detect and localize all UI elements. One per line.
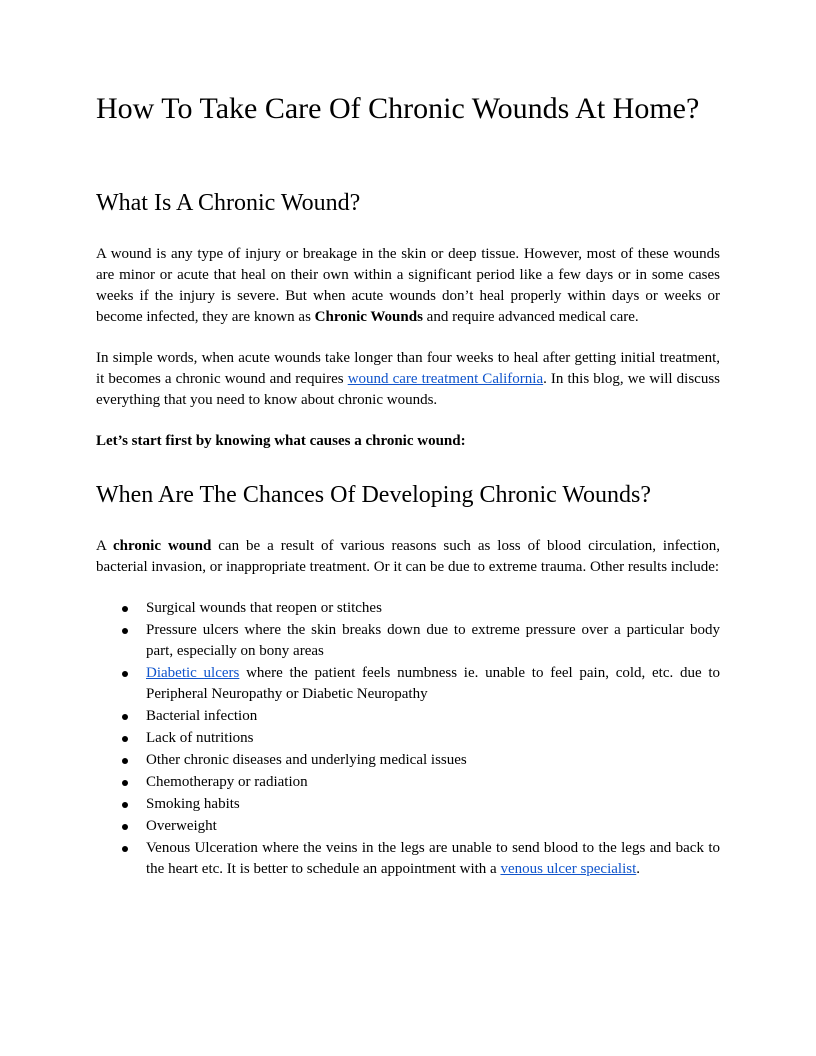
paragraph-wound-definition bbox=[96, 244, 720, 328]
text-run: where the patient feels numbness ie. unable to feel pain, cold, etc. due to Peripheral Neuropathy or Diabetic Neuropathy bbox=[146, 665, 721, 702]
text-run: Venous Ulceration where the veins in the legs are unable to send blood to the legs and back to the heart etc. It is better to schedule an appointment with a bbox=[146, 840, 720, 877]
text-run: Lack of nutritions bbox=[146, 730, 254, 746]
bullet-icon bbox=[122, 780, 128, 786]
document-title: How To Take Care Of Chronic Wounds At Home? bbox=[96, 92, 700, 125]
bullet-icon bbox=[122, 758, 128, 764]
list-item-venous-ulceration bbox=[96, 838, 720, 880]
text-run: In simple words, when acute wounds take longer than four weeks to heal after getting initial treatment, it becomes a chronic wound and requires bbox=[96, 350, 720, 387]
paragraph-causes-intro bbox=[96, 536, 720, 578]
heading-what-is-a-chronic-wound: What Is A Chronic Wound? bbox=[96, 190, 361, 216]
list-item-smoking-habits bbox=[96, 794, 720, 815]
bullet-icon bbox=[122, 671, 128, 677]
list-item-other-chronic-diseases bbox=[96, 750, 720, 771]
bold-text: Chronic Wounds bbox=[314, 309, 423, 325]
list-item-diabetic-ulcers bbox=[96, 663, 720, 705]
text-run: Smoking habits bbox=[146, 796, 240, 812]
diabetic-ulcers-link[interactable]: Diabetic ulcers bbox=[146, 665, 240, 681]
list-item-surgical-wounds bbox=[96, 598, 720, 619]
text-run: can be a result of various reasons such as loss of blood circulation, infection, bacterial invasion, or inappropriate treatment. Or it can be due to extreme trauma. Other results include: bbox=[96, 538, 720, 575]
text-run: Bacterial infection bbox=[146, 708, 258, 724]
venous-ulcer-specialist-link[interactable]: venous ulcer specialist bbox=[500, 861, 637, 877]
text-run: A bbox=[96, 538, 113, 554]
text-run: Overweight bbox=[146, 818, 217, 834]
text-run: Other chronic diseases and underlying medical issues bbox=[146, 752, 467, 768]
text-run: . bbox=[636, 861, 641, 877]
bullet-icon bbox=[122, 846, 128, 852]
bullet-icon bbox=[122, 628, 128, 634]
list-item-bacterial-infection bbox=[96, 706, 720, 727]
text-run: Surgical wounds that reopen or stitches bbox=[146, 600, 382, 616]
text-run: Chemotherapy or radiation bbox=[146, 774, 308, 790]
list-item-chemotherapy bbox=[96, 772, 720, 793]
heading-when-are-the-chances: When Are The Chances Of Developing Chronic Wounds? bbox=[96, 482, 652, 508]
bullet-icon bbox=[122, 824, 128, 830]
lead-in-line: Let’s start first by knowing what causes a chronic wound: bbox=[96, 433, 466, 449]
list-item-lack-of-nutritions bbox=[96, 728, 720, 749]
text-run: Pressure ulcers where the skin breaks down due to extreme pressure over a particular body part, especially on bony areas bbox=[146, 622, 720, 659]
bullet-icon bbox=[122, 802, 128, 808]
paragraph-simple-words bbox=[96, 348, 720, 411]
text-run: . In this blog, we will discuss everything that you need to know about chronic wounds. bbox=[96, 371, 720, 408]
list-item-overweight bbox=[96, 816, 720, 837]
bullet-icon bbox=[122, 606, 128, 612]
text-run: A wound is any type of injury or breakage in the skin or deep tissue. However, most of these wounds are minor or acute that heal on their own within a significant period like a few days or in some cases weeks if the injury is severe. But when acute wounds don’t heal properly within days or weeks or become infected, they are known as bbox=[96, 246, 720, 325]
bullet-icon bbox=[122, 714, 128, 720]
causes-list bbox=[96, 598, 720, 880]
wound-care-treatment-california-link[interactable]: wound care treatment California bbox=[347, 371, 544, 387]
list-item-pressure-ulcers bbox=[96, 620, 720, 662]
bold-text: chronic wound bbox=[112, 538, 212, 554]
bullet-icon bbox=[122, 736, 128, 742]
text-run: and require advanced medical care. bbox=[422, 309, 639, 325]
